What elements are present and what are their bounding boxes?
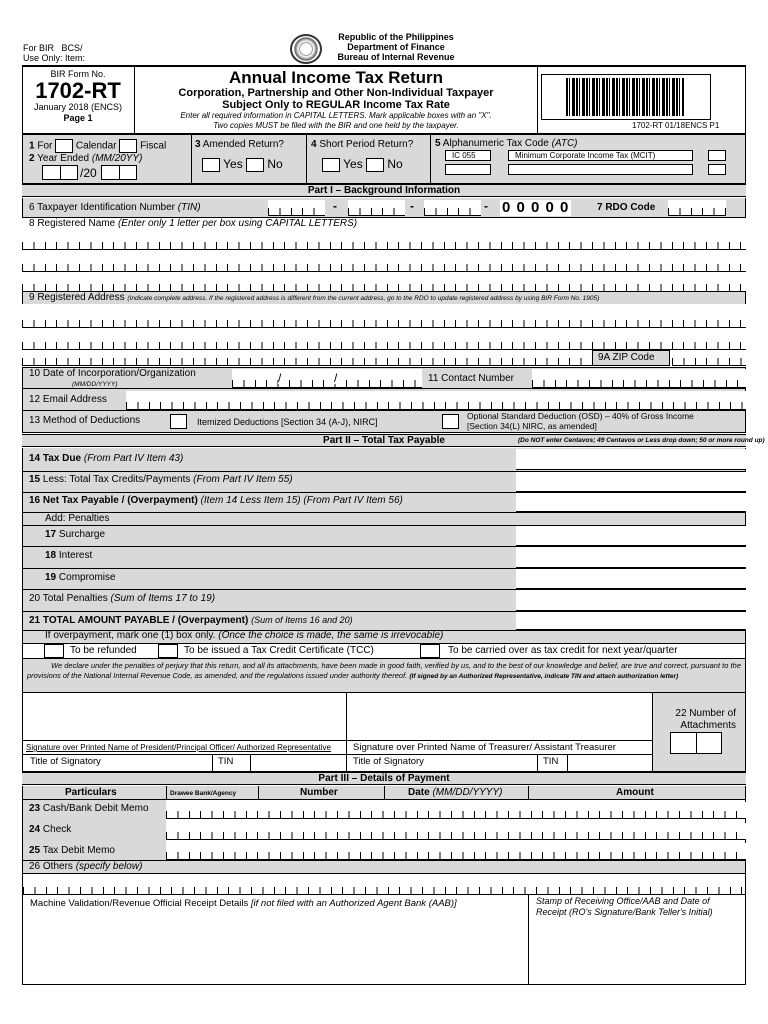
machine-validation-hint: [if not filed with an Authorized Agent Bank (AAB)]: [250, 898, 457, 909]
item-24-inputs[interactable]: [166, 823, 746, 840]
registered-address-line-1[interactable]: [22, 310, 746, 328]
barcode-icon: [566, 78, 684, 116]
zip-code-input[interactable]: [672, 350, 746, 366]
item-25-num: 25: [29, 845, 41, 856]
item-2-num: 2: [29, 153, 35, 164]
item-8-text: 8 Registered Name: [29, 218, 116, 229]
col-date-hint: (MM/DD/YYYY): [432, 787, 503, 798]
item-15-amount[interactable]: [516, 472, 746, 492]
agency-line-1: Republic of the Philippines: [338, 32, 454, 42]
president-signature-field[interactable]: [23, 693, 346, 740]
amended-yes-label: Yes: [223, 157, 243, 171]
item-10-label: 10 Date of Incorporation/Organization: [29, 368, 196, 379]
part-1-header: Part I – Background Information: [22, 184, 746, 197]
tcc-label: To be issued a Tax Credit Certificate (TCC): [184, 645, 374, 656]
item-23-inputs[interactable]: [166, 802, 746, 819]
tin-branch-code[interactable]: 0 0 0 0 0: [502, 199, 570, 216]
col-particulars: Particulars: [65, 787, 117, 798]
item-15-hint: (From Part IV Item 55): [193, 474, 293, 485]
item-15-label: [29, 474, 293, 486]
item-26-label: [29, 861, 142, 873]
date-slash-2: /: [334, 371, 338, 385]
item-21-label: [29, 614, 353, 627]
attachments-count-input[interactable]: [670, 732, 722, 754]
item-9a-label: 9A ZIP Code: [598, 352, 655, 363]
item-20-label: [29, 593, 215, 605]
sig-rule-2: [22, 754, 652, 755]
item-3-label: Amended Return?: [202, 139, 284, 150]
barcode-code: 1702-RT 01/18ENCS P1: [632, 121, 720, 130]
tin-dash-1: -: [333, 199, 337, 213]
item-12-label: 12 Email Address: [29, 394, 107, 405]
part-3-header: Part III – Details of Payment: [22, 772, 746, 785]
col-div-3: [384, 786, 385, 800]
item-22-label: [658, 708, 736, 732]
col-date: [408, 787, 502, 799]
item-3: [195, 139, 284, 151]
item-17-text: Surcharge: [58, 529, 106, 540]
president-signature-label: Signature over Printed Name of President/Principal Officer/ Authorized Representative: [26, 743, 331, 752]
short-period-yes-label: Yes: [343, 157, 363, 171]
item-18-num: 18: [45, 550, 57, 561]
for-bir-use-only: [23, 43, 85, 63]
item-4-options: [322, 157, 403, 172]
form-subtitle-2: Subject Only to REGULAR Income Tax Rate: [222, 99, 450, 111]
for-bir-label: For BIR: [23, 43, 55, 53]
form-date: January 2018 (ENCS): [33, 102, 123, 112]
item-25-label: [29, 845, 115, 857]
year-ended-year-input[interactable]: [101, 165, 137, 180]
item-4-label: Short Period Return?: [319, 139, 414, 150]
carryover-checkbox[interactable]: [420, 644, 440, 658]
treasurer-signature-label: Signature over Printed Name of Treasurer/ Assistant Treasurer: [353, 742, 616, 753]
sig-vdiv-c: [537, 754, 538, 772]
item-20-text: 20 Total Penalties: [29, 593, 108, 604]
col-drawee: Drawee Bank/Agency: [170, 790, 237, 797]
item-13-label: 13 Method of Deductions: [29, 415, 141, 426]
overpayment-note: [45, 630, 443, 642]
item-2-label: Year Ended: [37, 153, 90, 164]
refund-checkbox[interactable]: [44, 644, 64, 658]
item-24-label: [29, 824, 71, 836]
item-9-label: [29, 292, 599, 304]
declaration-note: (If signed by an Authorized Representative, indicate TIN and attach authorization letter): [409, 673, 679, 680]
col-number: Number: [300, 787, 338, 798]
item-4: [311, 139, 413, 151]
treasurer-signature-field[interactable]: [347, 693, 652, 740]
item-8-label: [29, 218, 357, 230]
refund-label: To be refunded: [70, 645, 137, 656]
itemized-checkbox[interactable]: [170, 414, 187, 429]
item-5-num: 5: [435, 138, 441, 149]
item-21-amount[interactable]: [516, 612, 746, 630]
item-14-num: 14: [29, 453, 41, 464]
amended-no-label: No: [267, 157, 283, 171]
item-24-text: Check: [42, 824, 72, 835]
title-divider-left: [134, 67, 135, 134]
item-14-text: Tax Due: [42, 453, 82, 464]
osd-checkbox[interactable]: [442, 414, 459, 429]
item-18-amount[interactable]: [516, 547, 746, 568]
item-2: [29, 153, 142, 165]
rdo-code-input[interactable]: [668, 200, 726, 216]
item-4-num: 4: [311, 139, 317, 150]
item-18-text: Interest: [58, 550, 93, 561]
item-5-hint: (ATC): [551, 138, 578, 149]
treasurer-title-label: Title of Signatory: [353, 756, 424, 767]
amended-no-checkbox[interactable]: [246, 158, 264, 172]
item-23-text: Cash/Bank Debit Memo: [42, 803, 149, 814]
col-div-4: [528, 786, 529, 800]
item-24-num: 24: [29, 824, 41, 835]
item-17-num: 17: [45, 529, 57, 540]
atc-desc-box-2[interactable]: [508, 164, 693, 175]
item-25-text: Tax Debit Memo: [42, 845, 115, 856]
div-3-4: [306, 134, 307, 184]
machine-validation-label: [30, 898, 457, 910]
calendar-checkbox[interactable]: [55, 139, 73, 153]
fiscal-checkbox[interactable]: [119, 139, 137, 153]
agency-line-2: Department of Finance: [347, 42, 445, 52]
short-period-no-checkbox[interactable]: [366, 158, 384, 172]
tcc-checkbox[interactable]: [158, 644, 178, 658]
atc-mcit-checkbox[interactable]: [708, 150, 726, 161]
item-25-inputs[interactable]: [166, 843, 746, 860]
item-1-num: 1: [29, 140, 35, 152]
fiscal-label: Fiscal: [140, 140, 167, 152]
item-7-label: 7 RDO Code: [597, 202, 656, 213]
rule-16: [22, 512, 746, 513]
part-2-note: (Do NOT enter Centavos; 49 Centavos or Less drop down; 50 or more round up): [518, 437, 765, 444]
tin-dash-3: -: [484, 199, 488, 213]
registered-name-line-1[interactable]: [22, 232, 746, 250]
item-21-hint: (Sum of Items 16 and 20): [251, 615, 353, 625]
form-id-block: [23, 68, 133, 124]
item-15-text: Less: Total Tax Credits/Payments: [42, 474, 191, 485]
use-only-label: Use Only:: [23, 53, 63, 63]
item-22-line-2: Attachments: [680, 720, 736, 731]
carryover-label: To be carried over as tax credit for next year/quarter: [448, 645, 678, 656]
item-5: [435, 138, 578, 150]
form-title: Annual Income Tax Return: [228, 68, 444, 87]
year-ended-slash: /20: [80, 166, 97, 180]
item-17-amount[interactable]: [516, 526, 746, 546]
item-26-text: 26 Others: [29, 861, 73, 872]
machine-validation-text: Machine Validation/Revenue Official Receipt Details: [30, 898, 249, 909]
item-22-line-1: 22 Number of: [675, 708, 736, 719]
item-17-label: [45, 529, 105, 541]
email-input[interactable]: [126, 391, 746, 410]
div-1-3: [191, 134, 192, 184]
form-instruction-2: Two copies MUST be filed with the BIR and one held by the taxpayer.: [213, 121, 459, 130]
item-6-text: 6 Taxpayer Identification Number: [29, 202, 176, 213]
stamp-label: [536, 896, 713, 918]
item-19-text: Compromise: [58, 572, 116, 583]
item-21-text: 21 TOTAL AMOUNT PAYABLE / (Overpayment): [29, 615, 249, 626]
validation-divider: [528, 895, 529, 985]
bcs-label: BCS/: [61, 43, 83, 53]
tin-segment-3[interactable]: [424, 200, 481, 216]
item-16-num: 16: [29, 495, 41, 506]
item-23-num: 23: [29, 803, 41, 814]
col-date-text: Date: [408, 787, 430, 798]
treasurer-tin-label: TIN: [543, 756, 559, 767]
declaration-text: We declare under the penalties of perjury that this return, and all its attachments, have been made in good faith, verified by us, and to the best of our knowledge and belief, are true and correct, pursuant to the provisions of the National Internal Revenue Code, as amended, and the regulations issued under authority thereof.: [27, 661, 741, 680]
item-3-num: 3: [195, 139, 201, 150]
item-26-hint: (specify below): [75, 861, 143, 872]
part-2-title: Part II – Total Tax Payable: [323, 435, 445, 446]
item-16-label: [29, 495, 403, 507]
short-period-no-label: No: [387, 157, 403, 171]
item-19-amount[interactable]: [516, 569, 746, 589]
agency-block: [326, 32, 466, 62]
item-19-num: 19: [45, 572, 57, 583]
sig-rule: [22, 740, 652, 741]
item-9-text: 9 Registered Address: [29, 292, 125, 303]
stamp-line-2: Receipt (RO's Signature/Bank Teller's Initial): [536, 907, 713, 917]
atc-code-box-2[interactable]: [445, 164, 491, 175]
form-no-label: BIR Form No.: [50, 69, 106, 79]
penalties-label: Add: Penalties: [45, 513, 110, 524]
item-16-amount[interactable]: [516, 493, 746, 512]
item-16-text: Net Tax Payable / (Overpayment): [42, 495, 198, 506]
page-number: Page 1: [63, 113, 93, 123]
tin-segment-1[interactable]: [268, 200, 325, 216]
incorporation-date-input[interactable]: [232, 369, 422, 388]
item-19-label: [45, 572, 116, 584]
item-9-hint: (Indicate complete address. If the registered address is different from the current address, go to the RDO to update registered address by using BIR Form No. 1905): [127, 295, 600, 302]
item-5-label: Alphanumeric Tax Code: [442, 138, 549, 149]
sig-vdiv-b: [250, 754, 251, 772]
item-11-label: 11 Contact Number: [428, 373, 514, 384]
item-15-num: 15: [29, 474, 41, 485]
form-number: 1702-RT: [35, 78, 121, 103]
item-20-hint: (Sum of Items 17 to 19): [110, 593, 216, 604]
atc-checkbox-2[interactable]: [708, 164, 726, 175]
item-23-label: [29, 803, 149, 815]
registered-address-line-2[interactable]: [22, 330, 746, 350]
bir-seal-icon: [290, 34, 322, 64]
col-div-1: [166, 786, 167, 800]
short-period-yes-checkbox[interactable]: [322, 158, 340, 172]
item-10-hint: (MM/DD/YYYY): [72, 381, 118, 388]
tin-segment-2[interactable]: [348, 200, 405, 216]
div-4-5: [430, 134, 431, 184]
barcode-frame: [541, 74, 711, 120]
registered-name-line-3[interactable]: [22, 274, 746, 292]
year-ended-month-input[interactable]: [42, 165, 78, 180]
item-20-amount[interactable]: [516, 590, 746, 611]
osd-line-2: [Section 34(L) NIRC, as amended]: [467, 421, 597, 431]
form-instruction-1: Enter all required information in CAPITAL LETTERS. Mark applicable boxes with an "X".: [180, 111, 492, 120]
president-title-label: Title of Signatory: [30, 756, 101, 767]
title-block: [136, 68, 536, 131]
sig-vdiv-d: [567, 754, 568, 772]
item-label: Item:: [65, 53, 86, 63]
item-1-label: For: [37, 140, 53, 152]
item-16-hint: (Item 14 Less Item 15) (From Part IV Item 56): [200, 495, 403, 506]
item-8-hint: (Enter only 1 letter per box using CAPITAL LETTERS): [117, 218, 358, 229]
tin-dash-2: -: [410, 199, 414, 213]
date-slash-1: /: [278, 371, 282, 385]
president-tin-label: TIN: [218, 756, 234, 767]
item-14-label: [29, 453, 183, 465]
calendar-label: Calendar: [75, 140, 117, 152]
item-18-label: [45, 550, 92, 562]
registered-address-line-3[interactable]: [22, 350, 592, 366]
registered-name-line-2[interactable]: [22, 252, 746, 272]
item-14-amount[interactable]: [516, 449, 746, 470]
item-6-hint: (TIN): [177, 202, 201, 213]
osd-label: [467, 411, 694, 431]
osd-line-1: Optional Standard Deduction (OSD) – 40% of Gross Income: [467, 411, 694, 421]
col-div-2: [258, 786, 259, 800]
item-14-hint: (From Part IV Item 43): [83, 453, 184, 464]
contact-number-input[interactable]: [532, 369, 746, 388]
agency-line-3: Bureau of Internal Revenue: [337, 52, 455, 62]
title-divider-right: [537, 67, 538, 134]
item-26-inputs[interactable]: [22, 874, 746, 895]
col-amount: Amount: [616, 787, 654, 798]
overpayment-text: If overpayment, mark one (1) box only.: [45, 630, 216, 641]
amended-yes-checkbox[interactable]: [202, 158, 220, 172]
overpayment-hint: (Once the choice is made, the same is irrevocable): [218, 630, 444, 641]
item-1: [29, 139, 166, 153]
stamp-line-1: Stamp of Receiving Office/AAB and Date of: [536, 896, 710, 906]
item-6-label: [29, 202, 201, 214]
atc-code-box: IC 055: [445, 150, 491, 161]
form-subtitle-1: Corporation, Partnership and Other Non-Individual Taxpayer: [178, 87, 494, 99]
itemized-label: Itemized Deductions [Section 34 (A-J), NIRC]: [197, 417, 378, 427]
sig-vdiv-a: [212, 754, 213, 772]
item-2-hint: (MM/20YY): [91, 153, 143, 164]
atc-desc-box: Minimum Corporate Income Tax (MCIT): [508, 150, 693, 161]
declaration: [22, 659, 746, 692]
item-3-options: [202, 157, 283, 172]
